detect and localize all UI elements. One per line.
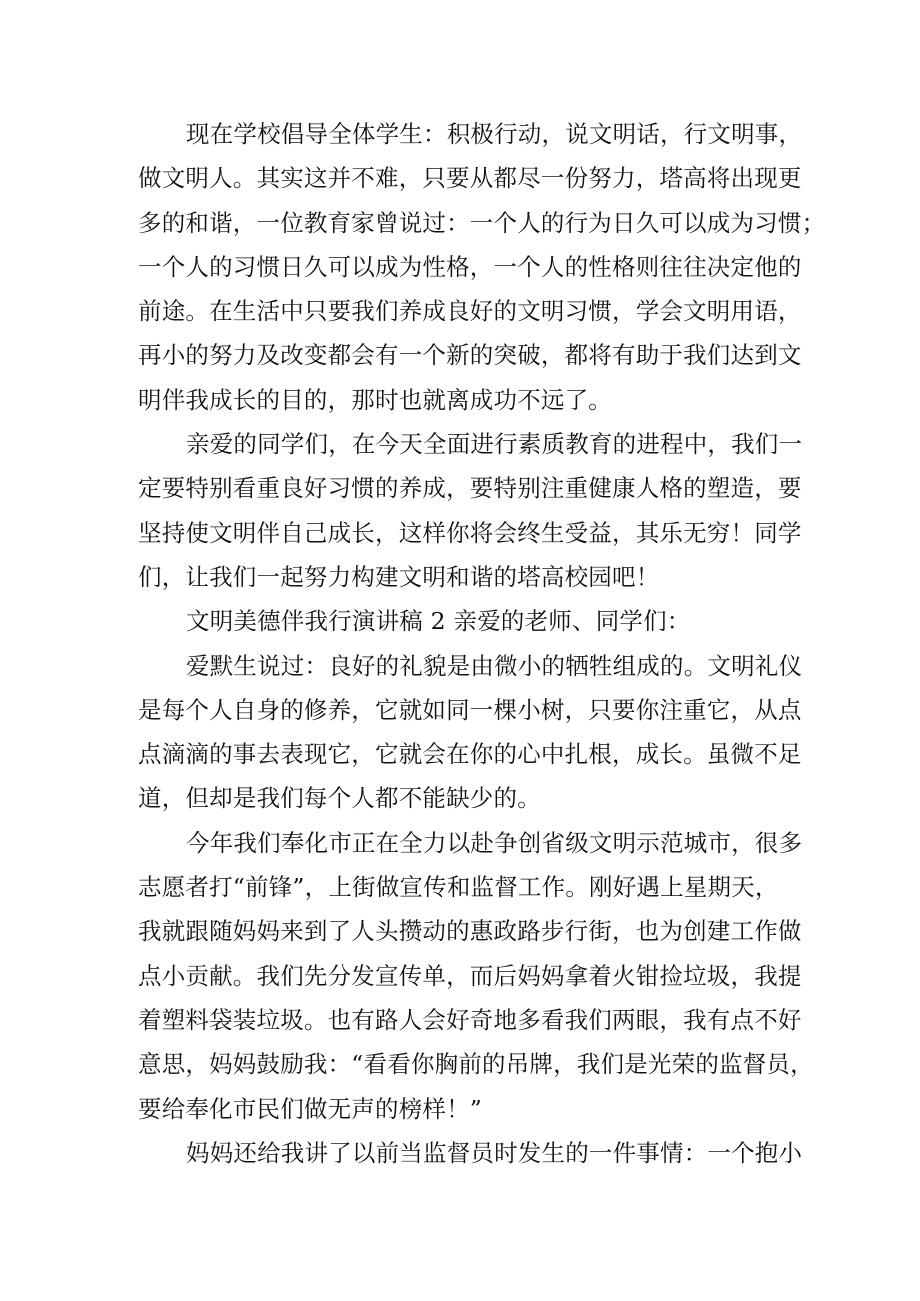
text-line: 一个人的习惯日久可以成为性格，一个人的性格则往往决定他的 — [138, 252, 802, 281]
text-line: 意思，妈妈鼓励我：“看看你胸前的吊牌，我们是光荣的监督员， — [138, 1050, 814, 1079]
text-line: 道，但却是我们每个人都不能缺少的。 — [138, 784, 541, 813]
text-line: 点滴滴的事去表现它，它就会在你的心中扎根，成长。虽微不足 — [138, 740, 802, 769]
text-line: 爱默生说过：良好的礼貌是由微小的牺牲组成的。文明礼仪 — [186, 651, 803, 680]
text-line: 现在学校倡导全体学生：积极行动，说文明话，行文明事， — [186, 120, 803, 148]
text-line: 再小的努力及改变都会有一个新的突破，都将有助于我们达到文 — [138, 341, 802, 370]
text-line: 做文明人。其实这并不难，只要从都尽一份努力，塔高将出现更 — [138, 164, 802, 193]
text-line: 要给奉化市民们做无声的榜样！” — [138, 1094, 483, 1123]
text-line: 是每个人自身的修养，它就如同一棵小树，只要你注重它，从点 — [138, 695, 802, 724]
text-line: 明伴我成长的目的，那时也就离成功不远了。 — [138, 385, 612, 414]
document-body — [138, 112, 826, 1175]
text-line: 多的和谐，一位教育家曾说过：一个人的行为日久可以成为习惯； — [138, 208, 826, 237]
text-line: 文明美德伴我行演讲稿 2 亲爱的老师、同学们： — [186, 607, 691, 636]
text-line: 点小贡献。我们先分发宣传单，而后妈妈拿着火钳捡垃圾，我提 — [138, 961, 802, 990]
text-line: 志愿者打“前锋”，上街做宣传和监督工作。刚好遇上星期天， — [138, 873, 779, 902]
text-line: 今年我们奉化市正在全力以赴争创省级文明示范城市，很多 — [186, 828, 803, 857]
text-line: 们，让我们一起努力构建文明和谐的塔高校园吧！ — [138, 562, 660, 591]
text-line: 前途。在生活中只要我们养成良好的文明习惯，学会文明用语， — [138, 297, 802, 326]
text-line: 亲爱的同学们，在今天全面进行素质教育的进程中，我们一 — [186, 430, 803, 459]
text-line: 妈妈还给我讲了以前当监督员时发生的一件事情：一个抱小 — [186, 1138, 803, 1167]
text-line: 我就跟随妈妈来到了人头攒动的惠政路步行街，也为创建工作做 — [138, 917, 802, 946]
text-line: 坚持使文明伴自己成长，这样你将会终生受益，其乐无穷！同学 — [138, 518, 802, 547]
text-line: 着塑料袋装垃圾。也有路人会好奇地多看我们两眼，我有点不好 — [138, 1005, 802, 1034]
text-line: 定要特别看重良好习惯的养成，要特别注重健康人格的塑造，要 — [138, 474, 802, 503]
